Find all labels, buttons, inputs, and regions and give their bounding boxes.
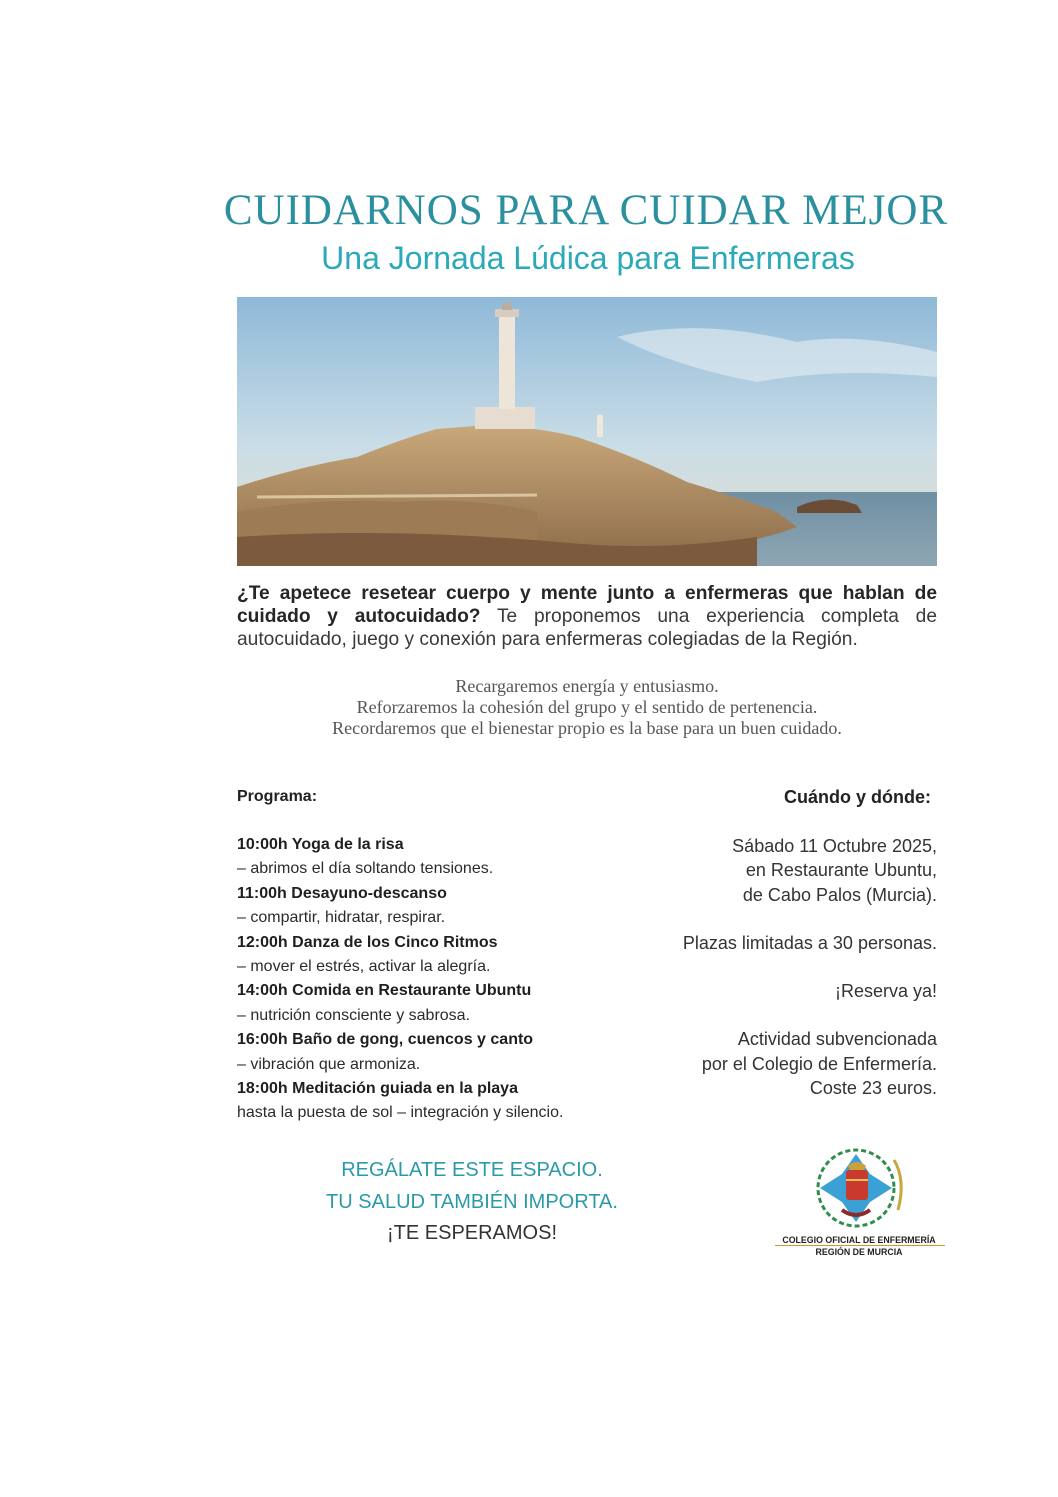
intro-question: ¿Te apetece resetear cuerpo y mente junto a enfermeras que hablan de cuidado y autocuidado? [237, 583, 937, 627]
programa-item-title: 16:00h Baño de gong, cuencos y canto [237, 1031, 534, 1049]
closing-line: TU SALUD TAMBIÉN IMPORTA. [326, 1190, 618, 1213]
programa-item-title: 12:00h Danza de los Cinco Ritmos [237, 933, 498, 951]
subvencion-line: por el Colegio de Enfermería. [701, 1053, 937, 1074]
cuando-block [683, 834, 937, 1100]
goals-block [237, 676, 937, 739]
page-subtitle: Una Jornada Lúdica para Enfermeras [321, 240, 855, 276]
programa-item-desc: – compartir, hidratar, respirar. [237, 909, 446, 927]
intro-text: Te proponemos una experiencia completa de autocuidado, juego y conexión para enfermeras colegiadas de la Región. [237, 606, 937, 650]
programa-heading: Programa: [237, 788, 318, 805]
programa-list [237, 833, 657, 1126]
programa-item-title: 18:00h Meditación guiada en la playa [237, 1080, 518, 1098]
college-crest-icon [806, 1140, 912, 1240]
college-name [759, 1234, 959, 1258]
college-name-line2: REGIÓN DE MURCIA [815, 1247, 903, 1257]
reserva-text: ¡Reserva ya! [834, 981, 937, 1002]
page-title: CUIDARNOS PARA CUIDAR MEJOR [223, 187, 949, 234]
goal-line: Reforzaremos la cohesión del grupo y el sentido de pertenencia. [356, 697, 818, 717]
intro-paragraph [237, 582, 937, 651]
programa-item-desc: – vibración que armoniza. [237, 1055, 421, 1073]
cuando-heading: Cuándo y dónde: [784, 787, 931, 807]
date-line: en Restaurante Ubuntu, [745, 860, 937, 881]
lighthouse-photo [237, 297, 937, 566]
goal-line: Recargaremos energía y entusiasmo. [455, 676, 719, 696]
subvencion-line: Coste 23 euros. [809, 1078, 937, 1099]
programa-item-title: 10:00h Yoga de la risa [237, 836, 404, 853]
closing-line: ¡TE ESPERAMOS! [386, 1222, 558, 1244]
college-name-line1: COLEGIO OFICIAL DE ENFERMERÍA [782, 1235, 936, 1245]
closing-line: REGÁLATE ESTE ESPACIO. [341, 1159, 603, 1181]
goal-line: Recordaremos que el bienestar propio es la base para un buen cuidado. [332, 718, 842, 738]
plazas-text: Plazas limitadas a 30 personas. [682, 932, 937, 953]
date-line: Sábado 11 Octubre 2025, [732, 836, 937, 856]
programa-item-desc: – nutrición consciente y sabrosa. [237, 1006, 471, 1024]
date-line: de Cabo Palos (Murcia). [742, 884, 937, 905]
programa-item-title: 11:00h Desayuno-descanso [237, 884, 447, 902]
programa-item-desc: – abrimos el día soltando tensiones. [237, 860, 494, 878]
programa-item-desc: hasta la puesta de sol – integración y silencio. [237, 1104, 564, 1122]
subvencion-line: Actividad subvencionada [737, 1029, 937, 1050]
logo-divider [775, 1245, 945, 1246]
closing-block [237, 1155, 707, 1250]
programa-item-title: 14:00h Comida en Restaurante Ubuntu [237, 982, 532, 1000]
programa-item-desc: – mover el estrés, activar la alegría. [237, 958, 491, 976]
